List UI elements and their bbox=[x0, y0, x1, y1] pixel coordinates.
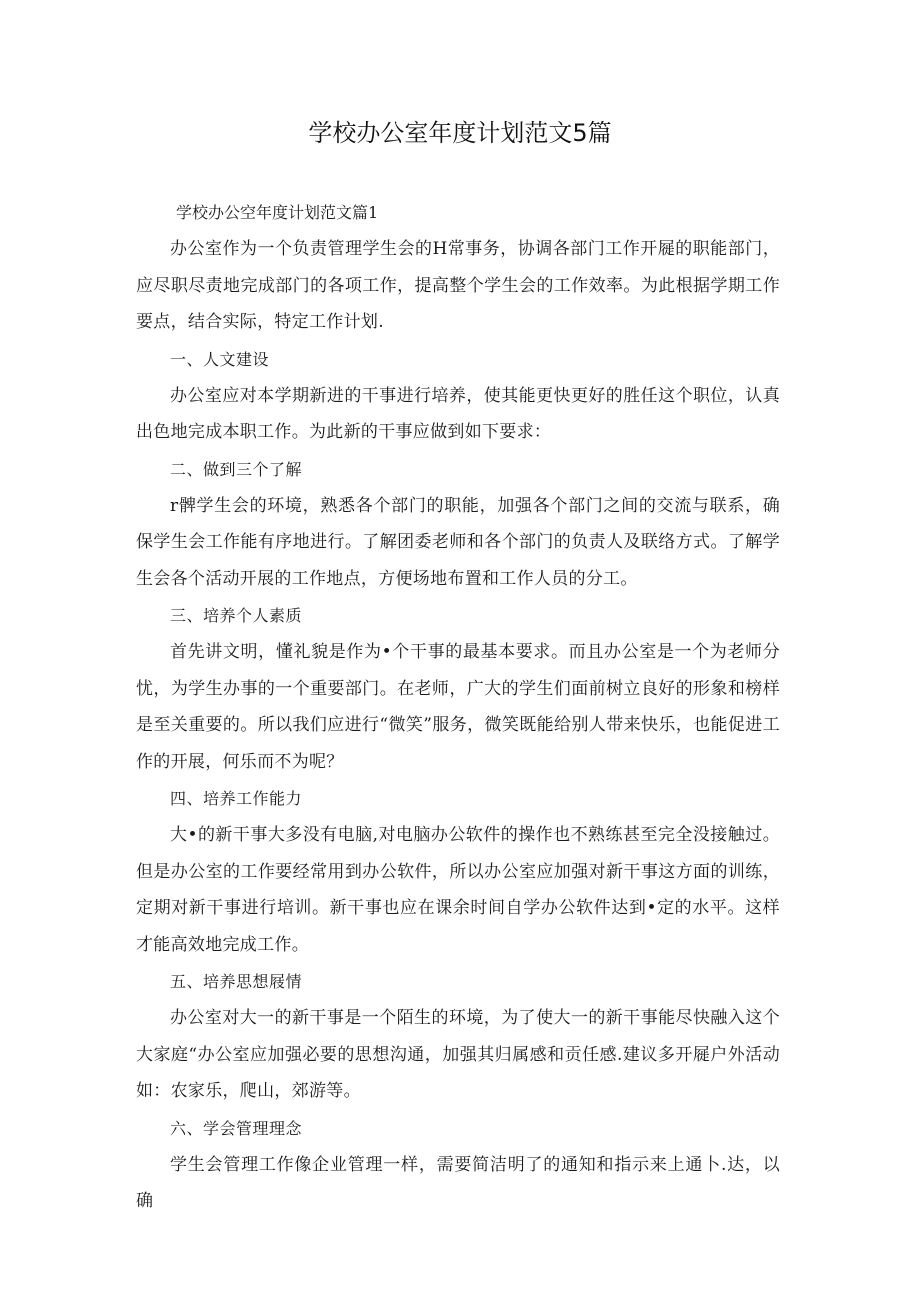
heading-thought: 五、培养思想屐情 bbox=[170, 972, 303, 991]
heading-work-ability: 四、培养工作能力 bbox=[170, 789, 303, 808]
section-subtitle: 学校办公空年度计划范文篇1 bbox=[176, 203, 379, 222]
paragraph-work-ability: 大•的新干事大多没有电脑,对电脑办公软件的操作也不熟练甚至完全没接触过。但是办公室的工作要经常用到办公软件，所以办公室应加强对新干事这方面的训练，定期对新干事进行培训。新干事也应在课余时间自学办公软件达到•定的水平。这样才能高效地完成工作。 bbox=[136, 825, 780, 955]
heading-three-understandings: 二、做到三个了解 bbox=[170, 459, 303, 479]
heading-management: 六、学会管理理念 bbox=[170, 1118, 303, 1138]
heading-humanities: 一、人文建设 bbox=[170, 349, 270, 369]
document-body bbox=[136, 195, 780, 1220]
document-title: 学校办公室年度计划范文5篇 bbox=[308, 119, 612, 147]
paragraph-humanities: 办公室应对本学期新进的干事进行培养，使其能更快更好的胜任这个职位，认真出色地完成本职工作。为此新的干事应做到如下要求： bbox=[136, 385, 780, 442]
heading-personal-quality: 三、培养个人素质 bbox=[170, 606, 303, 625]
paragraph-intro: 办公室作为一个负责管理学生会的H常事务，协调各部门工作开屣的职能部门，应尽职尽责地完成部门的各项工作，提高整个学生会的工作效率。为此根据学期工作要点，结合实际，特定工作计划. bbox=[136, 239, 780, 332]
paragraph-management: 学生会管理工作像企业管理一样，需要简洁明了的通知和指示来上通卜.达，以确 bbox=[136, 1154, 780, 1211]
paragraph-three-understandings: r髀学生会的环境，熟悉各个部门的职能，加强各个部门之间的交流与联系，确保学生会工作能有序地进行。了解团委老师和各个部门的负责人及联络方式。了解学生会各个活动开展的工作地点，方便场地布置和工作人员的分工。 bbox=[136, 495, 780, 589]
paragraph-personal-quality: 首先讲文明，懂礼貌是作为•个干事的最基本要求。而且办公室是一个为老师分忧，为学生办事的一个重要部门。在老师，广大的学生们面前树立良好的形象和榜样是至关重要的。所以我们应进行“微笑”服务，微笑既能给别人带来快乐，也能促进工作的开展，何乐而不为呢？ bbox=[136, 642, 780, 772]
paragraph-thought: 办公室对大一的新干事是一个陌生的环境，为了使大一的新干事能尽快融入这个大家庭“办公室应加强必要的思想沟通，加强其归属感和贡任感.建议多开屣户外活动如：农家乐，爬山，郊游等。 bbox=[136, 1008, 780, 1101]
